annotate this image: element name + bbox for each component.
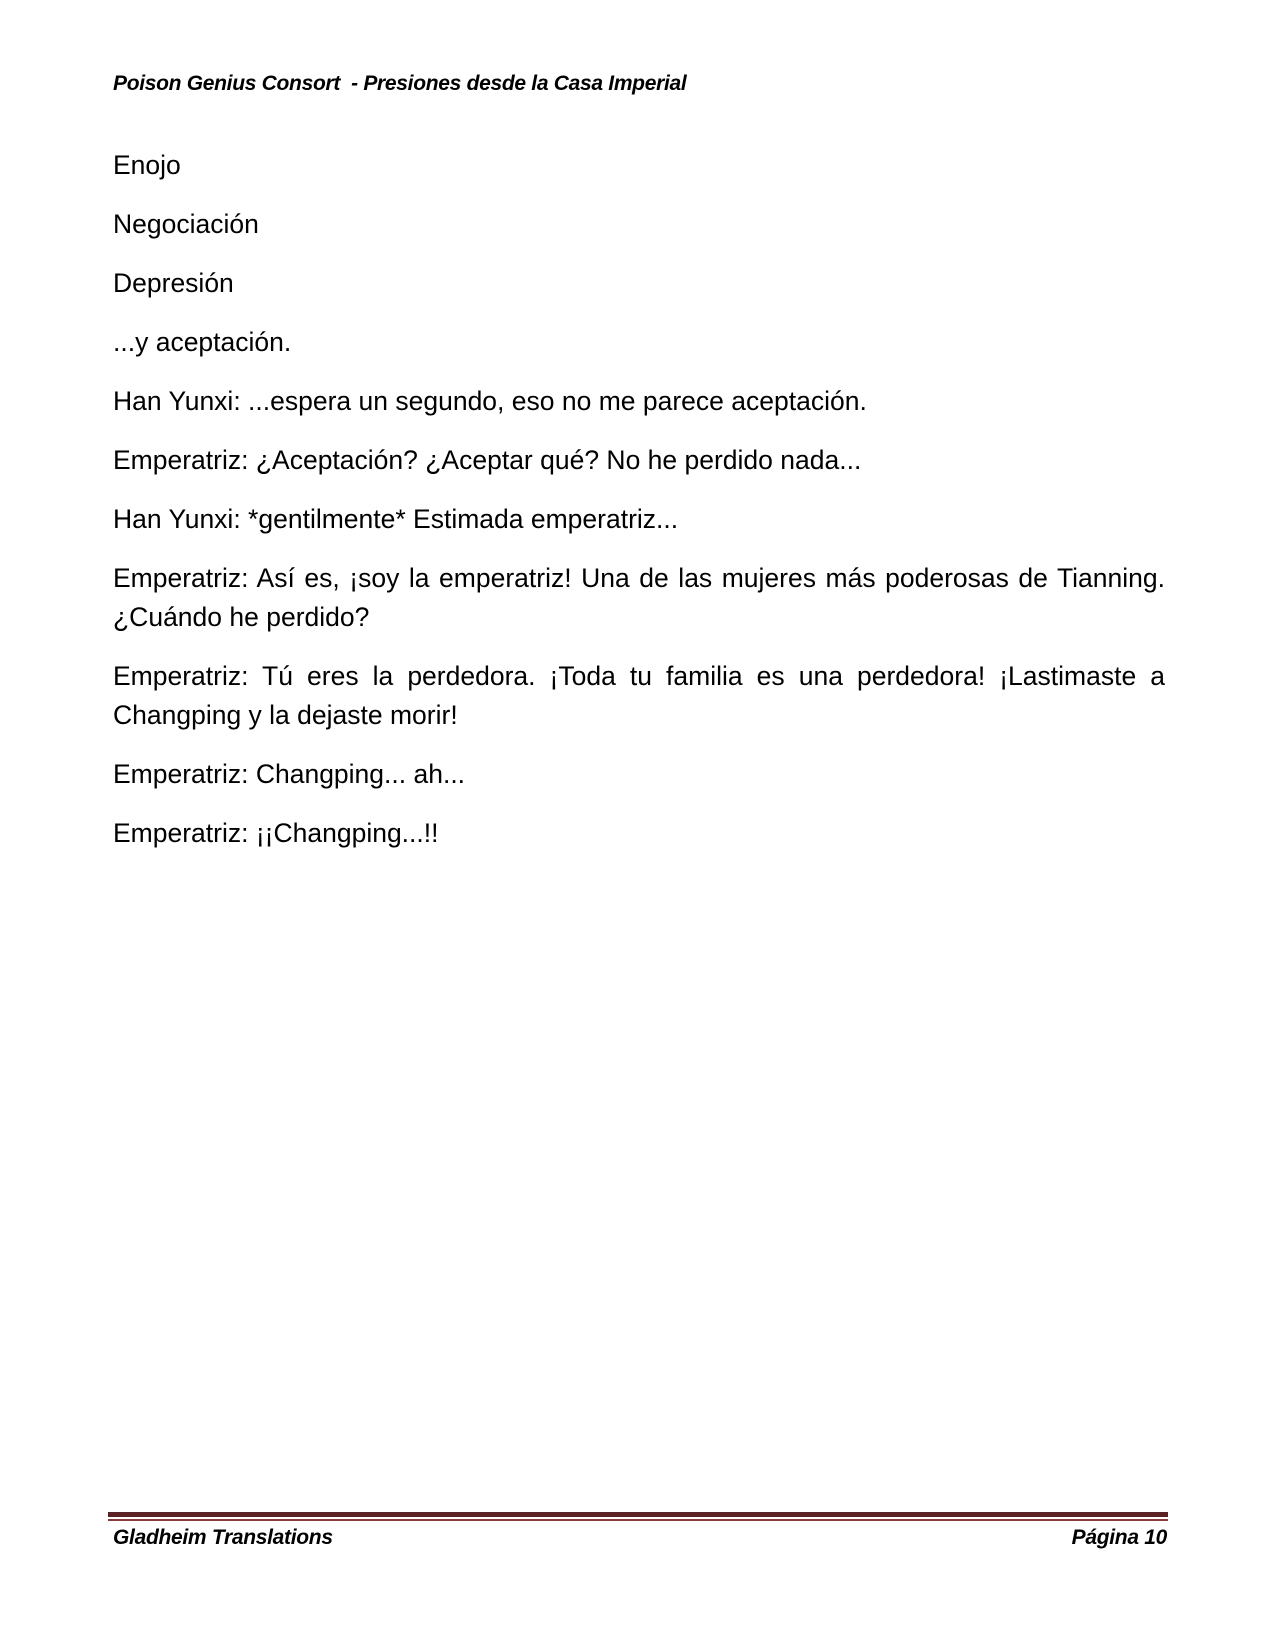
- paragraph: Emperatriz: Tú eres la perdedora. ¡Toda tu familia es una perdedora! ¡Lastimaste a Changping y la dejaste morir!: [113, 661, 1165, 730]
- footer-rule-thin: [108, 1519, 1168, 1521]
- body-text: [113, 146, 1165, 873]
- footer-rule: [108, 1512, 1168, 1522]
- paragraph: Emperatriz: ¿Aceptación? ¿Aceptar qué? No he perdido nada...: [113, 445, 862, 475]
- paragraph: Emperatriz: Así es, ¡soy la emperatriz! Una de las mujeres más poderosas de Tianning. ¿Cuándo he perdido?: [113, 563, 1165, 632]
- running-header: Poison Genius Consort - Presiones desde la Casa Imperial: [113, 72, 687, 95]
- paragraph: Han Yunxi: ...espera un segundo, eso no me parece aceptación.: [113, 386, 867, 416]
- footer-page-number: Página 10: [1071, 1526, 1167, 1549]
- paragraph: Enojo: [113, 150, 181, 180]
- paragraph: Emperatriz: Changping... ah...: [113, 759, 466, 789]
- paragraph: ...y aceptación.: [113, 327, 292, 357]
- footer-publisher: Gladheim Translations: [113, 1526, 333, 1549]
- paragraph: Emperatriz: ¡¡Changping...!!: [113, 818, 439, 848]
- paragraph: Depresión: [113, 268, 234, 298]
- footer-rule-thick: [108, 1512, 1168, 1517]
- paragraph: Negociación: [113, 209, 259, 239]
- paragraph: Han Yunxi: *gentilmente* Estimada emperatriz...: [113, 504, 679, 534]
